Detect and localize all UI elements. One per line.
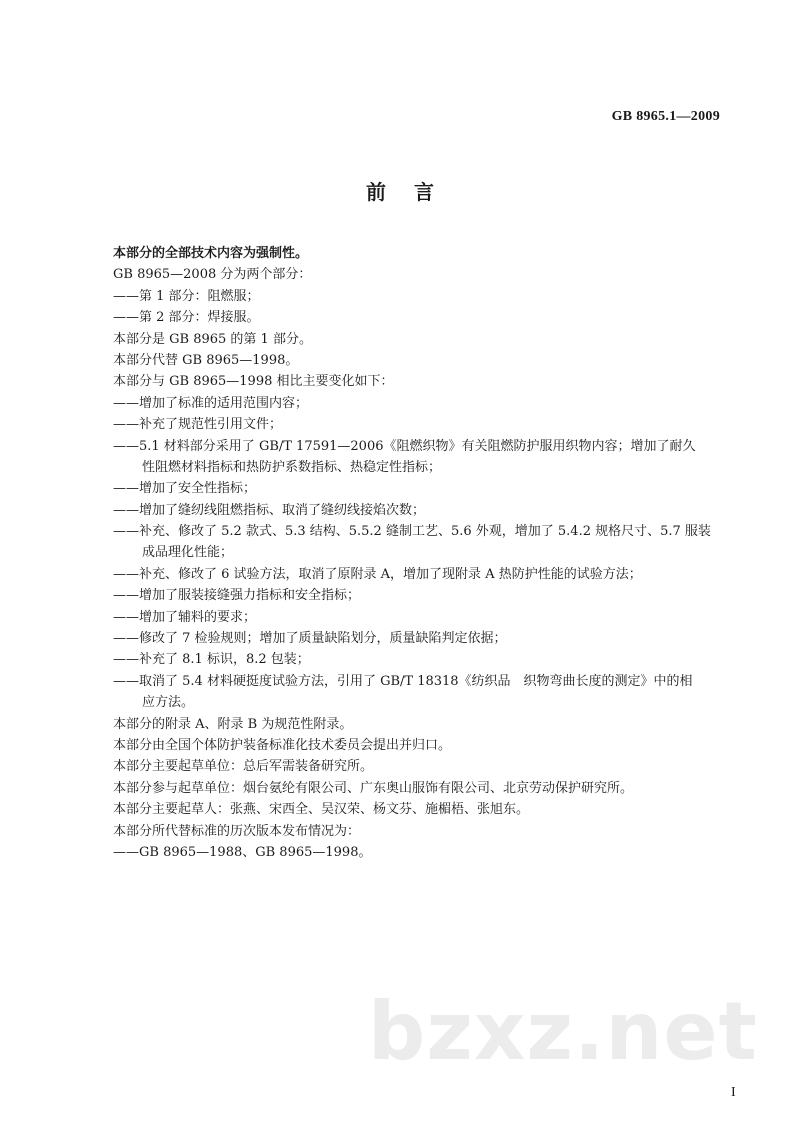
foreword-body — [113, 243, 733, 863]
page-title: 前言 — [366, 180, 462, 204]
paragraph-line: 本部分的全部技术内容为强制性。 — [113, 246, 309, 261]
watermark: bzxz.net — [368, 985, 758, 1078]
paragraph-line: ——增加了缝纫线阻燃指标、取消了缝纫线接焰次数； — [113, 502, 426, 518]
paragraph-line: 本部分所代替标准的历次版本发布情况为： — [113, 823, 361, 839]
paragraph-line: ——补充了 8.1 标识，8.2 包装； — [113, 652, 310, 668]
page-number: I — [731, 1085, 736, 1100]
paragraph-line: ——补充了规范性引用文件； — [113, 417, 283, 433]
paragraph-continuation: 性阻燃材料指标和热防护系数指标、热稳定性指标； — [142, 459, 442, 475]
paragraph-line: ——补充、修改了 6 试验方法，取消了原附录 A，增加了现附录 A 热防护性能的试验方法； — [113, 566, 642, 582]
paragraph-continuation: 成品理化性能； — [142, 545, 234, 561]
paragraph-line: ——增加了辅料的要求； — [113, 609, 257, 625]
paragraph-line: ——补充、修改了 5.2 款式、5.3 结构、5.5.2 缝制工艺、5.6 外观，增加了 5.4.2 规格尺寸、5.7 服装 — [113, 524, 711, 540]
paragraph-line: ——第 2 部分：焊接服。 — [113, 310, 260, 326]
paragraph-line: 本部分由全国个体防护装备标准化技术委员会提出并归口。 — [113, 737, 452, 753]
paragraph-line: ——增加了服装接缝强力指标和安全指标； — [113, 588, 361, 604]
document-number: GB 8965.1—2009 — [611, 109, 720, 124]
paragraph-line: ——修改了 7 检验规则；增加了质量缺陷划分，质量缺陷判定依据； — [113, 631, 507, 647]
paragraph-line: ——取消了 5.4 材料硬挺度试验方法，引用了 GB/T 18318《纺织品 织物弯曲长度的测定》中的相 — [113, 673, 693, 689]
paragraph-line: ——增加了安全性指标； — [113, 481, 257, 497]
paragraph-continuation: 应方法。 — [142, 695, 195, 711]
paragraph-line: ——增加了标准的适用范围内容； — [113, 395, 309, 411]
paragraph-line: 本部分与 GB 8965—1998 相比主要变化如下： — [113, 374, 394, 390]
paragraph-line: ——第 1 部分：阻燃服； — [113, 288, 260, 304]
paragraph-line: 本部分主要起草单位：总后军需装备研究所。 — [113, 759, 374, 775]
paragraph-line: 本部分参与起草单位：烟台氨纶有限公司、广东奥山服饰有限公司、北京劳动保护研究所。 — [113, 780, 634, 796]
paragraph-line: GB 8965—2008 分为两个部分： — [113, 267, 312, 283]
paragraph-line: ——5.1 材料部分采用了 GB/T 17591—2006《阻燃织物》有关阻燃防护服用织物内容；增加了耐久 — [113, 438, 696, 454]
paragraph-line: 本部分的附录 A、附录 B 为规范性附录。 — [113, 716, 353, 732]
paragraph-line: ——GB 8965—1988、GB 8965—1998。 — [113, 844, 372, 860]
paragraph-line: 本部分是 GB 8965 的第 1 部分。 — [113, 331, 312, 347]
paragraph-line: 本部分代替 GB 8965—1998。 — [113, 352, 299, 368]
paragraph-line: 本部分主要起草人：张燕、宋西全、吴汉荣、杨文芬、施楣梧、张旭东。 — [113, 802, 530, 818]
